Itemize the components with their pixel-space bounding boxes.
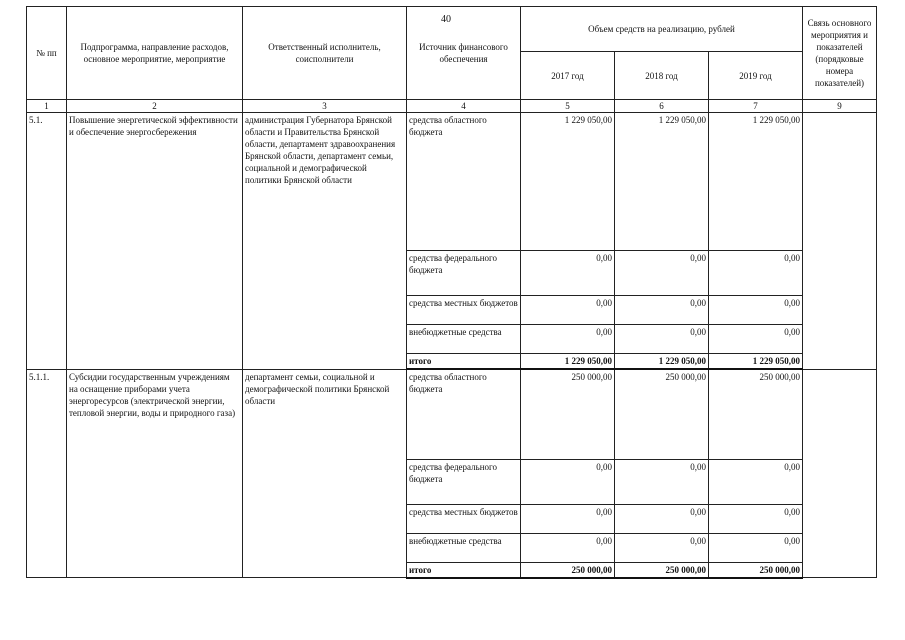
item-name: Субсидии государственным учреждениям на оснащение приборами учета энергоресурсов (электрической энергии, тепловой энергии, воды и природного газа) bbox=[67, 369, 243, 578]
header-executor: Ответственный исполнитель, соисполнители bbox=[243, 7, 407, 100]
indicator-link-cell bbox=[803, 113, 877, 370]
funding-row bbox=[27, 113, 877, 251]
amount-2018: 0,00 bbox=[615, 533, 709, 562]
amount-2017: 0,00 bbox=[521, 504, 615, 533]
amount-2017: 250 000,00 bbox=[521, 369, 615, 459]
item-number: 5.1. bbox=[27, 113, 67, 370]
funding-source: средства местных бюджетов bbox=[407, 296, 521, 325]
funding-source: внебюджетные средства bbox=[407, 533, 521, 562]
header-num: № пп bbox=[27, 7, 67, 100]
amount-2018: 0,00 bbox=[615, 504, 709, 533]
amount-2017: 0,00 bbox=[521, 296, 615, 325]
funding-table bbox=[26, 6, 877, 579]
amount-2017: 0,00 bbox=[521, 459, 615, 504]
funding-row bbox=[27, 369, 877, 459]
header-year-2019: 2019 год bbox=[709, 52, 803, 100]
col-number: 6 bbox=[615, 100, 709, 113]
item-number: 5.1.1. bbox=[27, 369, 67, 578]
col-number: 2 bbox=[67, 100, 243, 113]
amount-2017: 1 229 050,00 bbox=[521, 354, 615, 370]
amount-2018: 0,00 bbox=[615, 325, 709, 354]
header-source: Источник финансового обеспечения bbox=[407, 7, 521, 100]
amount-2017: 0,00 bbox=[521, 251, 615, 296]
amount-2018: 1 229 050,00 bbox=[615, 354, 709, 370]
amount-2019: 0,00 bbox=[709, 325, 803, 354]
funding-source: средства областного бюджета bbox=[407, 369, 521, 459]
header-program: Подпрограмма, направление расходов, основное мероприятие, мероприятие bbox=[67, 7, 243, 100]
amount-2017: 0,00 bbox=[521, 325, 615, 354]
item-name: Повышение энергетической эффективности и обеспечение энергосбережения bbox=[67, 113, 243, 370]
funding-source: итого bbox=[407, 354, 521, 370]
header-link: Связь основного мероприятия и показателей (порядковые номера показателей) bbox=[803, 7, 877, 100]
amount-2018: 250 000,00 bbox=[615, 562, 709, 578]
amount-2018: 0,00 bbox=[615, 251, 709, 296]
indicator-link-cell bbox=[803, 369, 877, 578]
amount-2018: 1 229 050,00 bbox=[615, 113, 709, 251]
amount-2018: 0,00 bbox=[615, 459, 709, 504]
page-number: 40 bbox=[441, 14, 451, 25]
amount-2019: 250 000,00 bbox=[709, 369, 803, 459]
column-numbers-row bbox=[27, 100, 877, 113]
amount-2019: 250 000,00 bbox=[709, 562, 803, 578]
amount-2019: 0,00 bbox=[709, 296, 803, 325]
funding-source: средства федерального бюджета bbox=[407, 459, 521, 504]
amount-2018: 250 000,00 bbox=[615, 369, 709, 459]
amount-2019: 1 229 050,00 bbox=[709, 113, 803, 251]
amount-2019: 0,00 bbox=[709, 459, 803, 504]
col-number: 3 bbox=[243, 100, 407, 113]
header-year-2017: 2017 год bbox=[521, 52, 615, 100]
col-number: 4 bbox=[407, 100, 521, 113]
amount-2017: 1 229 050,00 bbox=[521, 113, 615, 251]
col-number: 1 bbox=[27, 100, 67, 113]
item-executor: департамент семьи, социальной и демографической политики Брянской области bbox=[243, 369, 407, 578]
col-number: 7 bbox=[709, 100, 803, 113]
amount-2019: 0,00 bbox=[709, 251, 803, 296]
header-row bbox=[27, 7, 877, 52]
header-funding: Объем средств на реализацию, рублей bbox=[521, 7, 803, 52]
funding-source: средства областного бюджета bbox=[407, 113, 521, 251]
funding-source: итого bbox=[407, 562, 521, 578]
amount-2019: 0,00 bbox=[709, 504, 803, 533]
amount-2019: 0,00 bbox=[709, 533, 803, 562]
amount-2019: 1 229 050,00 bbox=[709, 354, 803, 370]
amount-2017: 250 000,00 bbox=[521, 562, 615, 578]
col-number: 5 bbox=[521, 100, 615, 113]
amount-2017: 0,00 bbox=[521, 533, 615, 562]
header-year-2018: 2018 год bbox=[615, 52, 709, 100]
funding-source: средства федерального бюджета bbox=[407, 251, 521, 296]
funding-source: средства местных бюджетов bbox=[407, 504, 521, 533]
funding-source: внебюджетные средства bbox=[407, 325, 521, 354]
amount-2018: 0,00 bbox=[615, 296, 709, 325]
item-executor: администрация Губернатора Брянской области и Правительства Брянской области, департамент здравоохранения Брянской области, департамент семьи, социальной и демографической политики Брянской области bbox=[243, 113, 407, 370]
col-number: 9 bbox=[803, 100, 877, 113]
